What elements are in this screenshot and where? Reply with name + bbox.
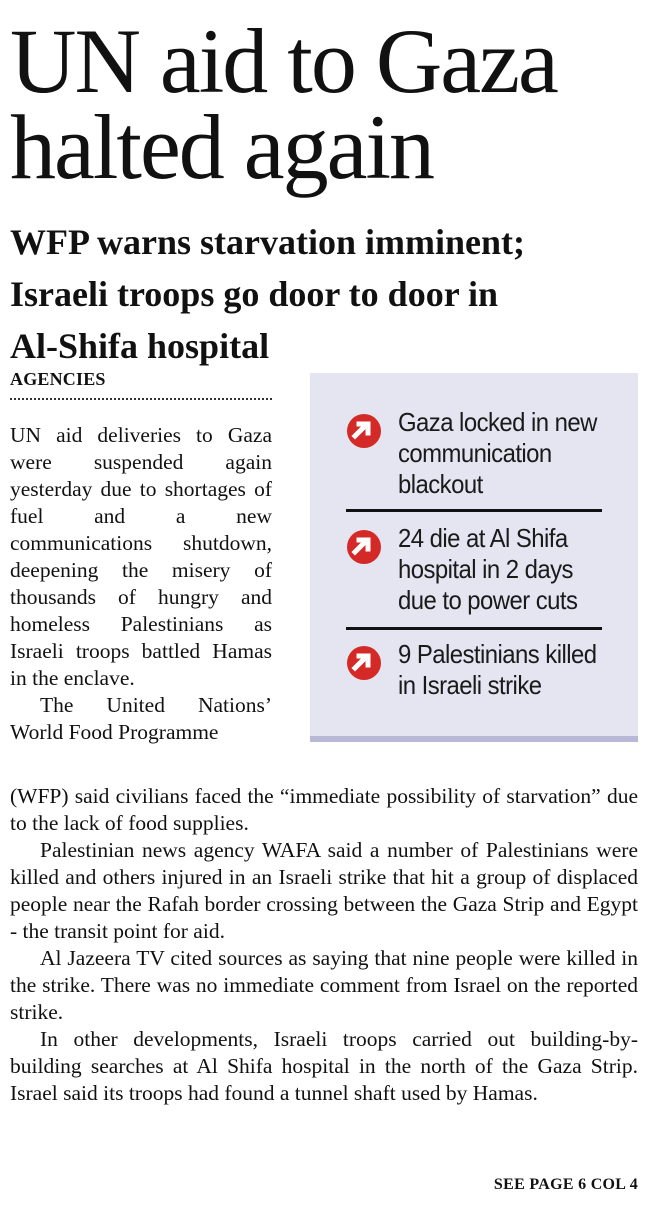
arrow-circle-icon xyxy=(346,413,382,449)
highlight-item xyxy=(346,639,606,701)
paragraph-1: UN aid deliveries to Gaza were suspended again yesterday due to shortages of fuel and a new communications shutdown, deepening the misery of thousands of hungry and homeless Palestinians as Israeli troops battled Hamas in the enclave. xyxy=(10,423,272,690)
headline-line-1: UN aid to Gaza xyxy=(10,10,557,112)
arrow-circle-icon xyxy=(346,529,382,565)
continuation-note: SEE PAGE 6 COL 4 xyxy=(493,1176,638,1193)
article-column-left xyxy=(10,422,272,746)
highlight-text: in Israeli strike xyxy=(398,670,542,700)
byline: AGENCIES xyxy=(10,369,106,389)
headline-line-2: halted again xyxy=(10,96,434,198)
highlight-text: Gaza locked in new xyxy=(398,407,597,437)
highlight-text: communication xyxy=(398,438,552,468)
paragraph-5: In other developments, Israeli troops carried out building-by-building searches at Al Shifa hospital in the north of the Gaza Strip. Israel said its troops had found a tunnel shaft used by Hamas. xyxy=(10,1027,638,1105)
highlights-box xyxy=(310,373,638,742)
highlight-text: 24 die at Al Shifa xyxy=(398,523,568,553)
highlight-separator xyxy=(346,509,602,512)
subhead-line-2: Israeli troops go door to door in xyxy=(10,274,499,314)
paragraph-3: Palestinian news agency WAFA said a number of Palestinians were killed and others injured in an Israeli strike that hit a group of displaced people near the Rafah border crossing between the Gaza Strip and Egypt - the transit point for aid. xyxy=(10,838,638,943)
headline xyxy=(10,10,640,198)
subheadline xyxy=(10,216,640,372)
highlight-separator xyxy=(346,627,602,630)
subhead-line-1: WFP warns starvation imminent; xyxy=(10,222,525,262)
highlight-item xyxy=(346,523,606,616)
subhead-line-3: Al-Shifa hospital xyxy=(10,326,270,366)
paragraph-2-end: (WFP) said civilians faced the “immediate possibility of starvation” due to the lack of food supplies. xyxy=(10,784,638,835)
paragraph-2-start: The United Nations’ World Food Programme xyxy=(10,693,272,744)
arrow-circle-icon xyxy=(346,645,382,681)
highlight-text: hospital in 2 days xyxy=(398,554,573,584)
highlight-text: blackout xyxy=(398,469,483,499)
byline-divider xyxy=(10,398,272,400)
highlight-text: 9 Palestinians killed xyxy=(398,639,597,669)
highlight-item xyxy=(346,407,606,500)
article-column-full xyxy=(10,783,638,1107)
paragraph-4: Al Jazeera TV cited sources as saying that nine people were killed in the strike. There was no immediate comment from Israel on the reported strike. xyxy=(10,946,638,1024)
highlight-text: due to power cuts xyxy=(398,585,578,615)
